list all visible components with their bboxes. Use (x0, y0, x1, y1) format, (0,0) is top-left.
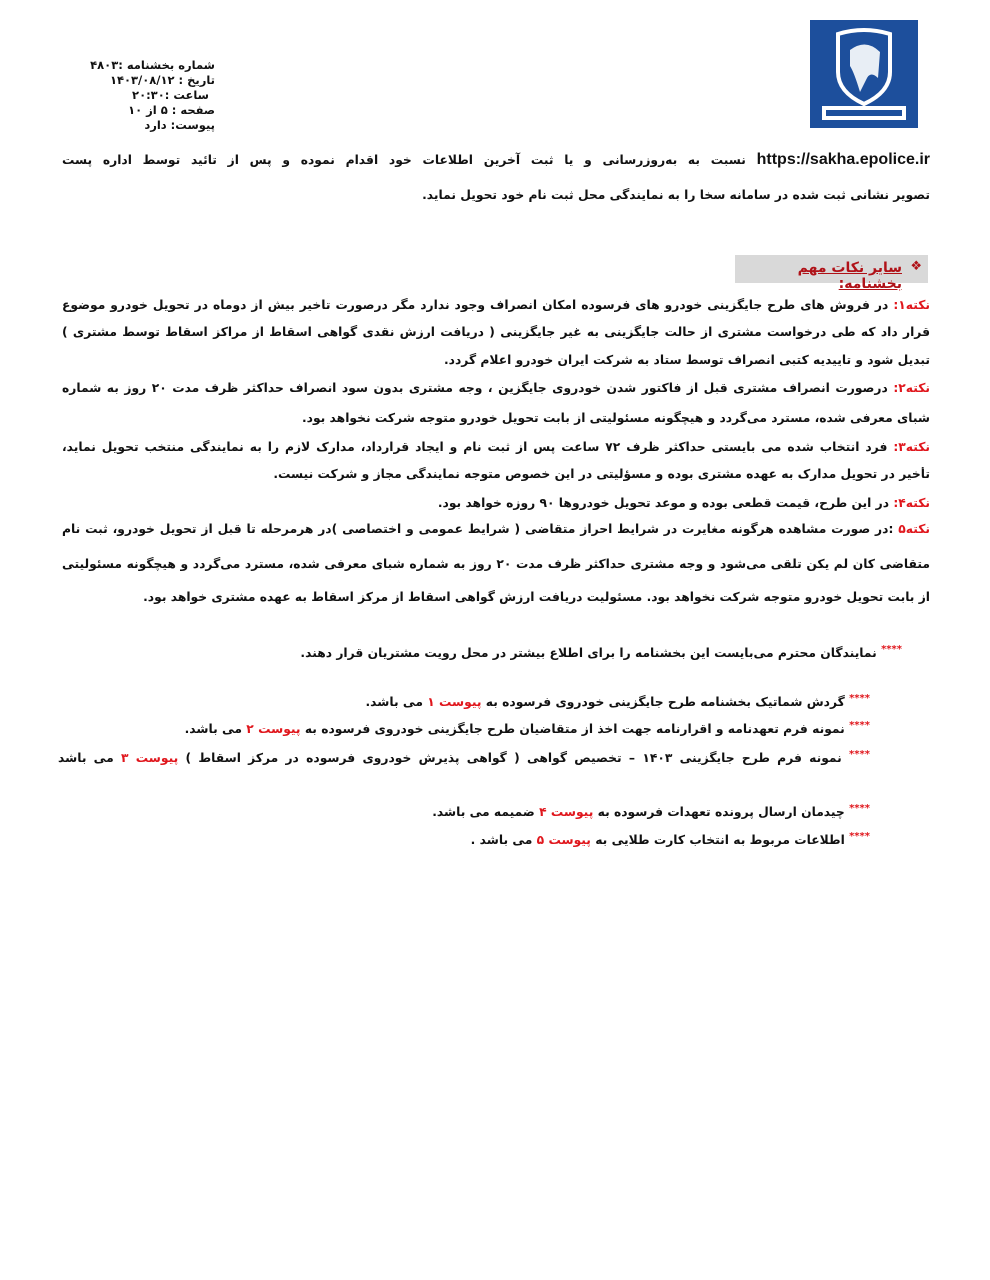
note-4-line-1 (62, 496, 930, 510)
note-3-line-2: تأخیر در تحویل مدارک به عهده مشتری بوده و مسؤلیتی در این خصوص متوجه نمایندگی مجاز و شرکت نیست. (273, 467, 930, 481)
attachment-ref: پیوست ۲ (246, 722, 301, 737)
attachment-text: می باشد. (184, 722, 247, 737)
note-5-line-1 (62, 522, 930, 536)
note-1-line-2: قرار داد که طی درخواست مشتری از حالت جایگزینی به غیر جایگزینی ( دریافت ارزش نقدی گواهی اسقاط از مراکز اسقاط توسط مشتری ) (62, 325, 930, 339)
representatives-note (62, 644, 902, 660)
section-header (735, 255, 928, 292)
attachment-text: نمونه فرم طرح جایگزینی ۱۴۰۳ – تخصیص گواهی ( گواهی پذیرش خودروی فرسوده در مرکز اسقاط ) (178, 751, 850, 766)
circular-date: تاریخ : ۱۴۰۳/۰۸/۱۲ (109, 73, 215, 87)
note-text: درصورت انصراف مشتری قبل از فاکتور شدن خودروی جایگزین ، وجه مشتری بدون سود انصراف حداکثر ظرف مدت ۲۰ روز به شماره (62, 381, 894, 395)
attachment-text: می باشد (58, 751, 121, 766)
circular-time: ساعت :۲۰:۳۰ (132, 88, 209, 102)
attachment-text: اطلاعات مربوط به انتخاب کارت طلایی به (590, 833, 850, 848)
stars-marker: **** (849, 693, 870, 704)
stars-marker: **** (881, 644, 902, 655)
iran-khodro-logo (810, 20, 918, 128)
attachment-status: پیوست: دارد (144, 118, 215, 132)
intro-line-1 (62, 151, 930, 169)
note-text: در این طرح، قیمت قطعی بوده و موعد تحویل خودروها ۹۰ روزه خواهد بود. (437, 496, 894, 510)
stars-marker: **** (849, 803, 870, 814)
attachment-ref: پیوست ۳ (121, 751, 179, 766)
note-text: نمایندگان محترم می‌بایست این بخشنامه را برای اطلاع بیشتر در محل رویت مشتریان قرار دهند. (300, 646, 882, 661)
attachment-2 (40, 720, 870, 736)
note-3-line-1 (62, 440, 930, 454)
note-2-line-2: شبای معرفی شده، مسترد می‌گردد و هیچگونه مسئولیتی از بابت تحویل خودرو متوجه شرکت نخواهد بود. (301, 411, 930, 425)
attachment-ref: پیوست ۴ (539, 805, 594, 820)
attachment-3 (58, 749, 870, 765)
stars-marker: **** (849, 720, 870, 731)
page-number: صفحه : ۵ از ۱۰ (128, 103, 215, 117)
attachment-text: نمونه فرم تعهدنامه و اقرارنامه جهت اخذ از متقاضیان طرح جایگزینی خودروی فرسوده به (300, 722, 850, 737)
attachment-ref: پیوست ۱ (427, 695, 482, 710)
diamond-bullet-icon: ❖ (910, 259, 922, 274)
intro-line-2: تصویر نشانی ثبت شده در سامانه سخا را به نمایندگی محل ثبت نام خود تحویل نماید. (422, 188, 930, 202)
attachment-text: چیدمان ارسال پرونده تعهدات فرسوده به (593, 805, 850, 820)
note-label: نکته۳: (893, 440, 930, 454)
attachment-1 (40, 693, 870, 709)
attachment-5 (40, 831, 870, 847)
attachment-text: می باشد . (470, 833, 537, 848)
attachment-text: گردش شماتیک بخشنامه طرح جایگزینی خودروی فرسوده به (481, 695, 850, 710)
circular-meta (70, 58, 215, 133)
attachment-4 (40, 803, 870, 819)
section-title: سایر نکات مهم بخشنامه: (797, 260, 902, 292)
stars-marker: **** (849, 831, 870, 842)
note-label: نکته۴: (893, 496, 930, 510)
note-5-line-3: از بابت تحویل خودرو متوجه شرکت نخواهد بود. مسئولیت دریافت ارزش گواهی اسقاط از مرکز اسقاط به عهده مشتری خواهد بود. (143, 590, 930, 604)
note-text: در فروش های طرح جایگزینی خودرو های فرسوده امکان انصراف وجود ندارد مگر درصورت تاخیر بیش از دوماه در تحویل خودرو موضوع (62, 298, 894, 312)
note-text: فرد انتخاب شده می بایستی حداکثر ظرف ۷۲ ساعت پس از ثبت نام و ایجاد قرارداد، مدارک لازم را به نمایندگی منتخب تحویل نماید، (62, 440, 894, 454)
note-text: :در صورت مشاهده هرگونه مغایرت در شرایط احراز متقاضی ( شرایط عمومی و اختصاصی )در هرمرحله تا قبل از تحویل خودرو، ثبت نام (62, 522, 899, 536)
note-label: نکته۵ (898, 522, 930, 536)
note-label: نکته۲: (893, 381, 930, 395)
intro-text: نسبت به به‌روزرسانی و یا ثبت آخرین اطلاعات خود اقدام نموده و پس از تائید توسط اداره پست (62, 153, 757, 167)
attachment-text: می باشد. (365, 695, 428, 710)
note-1-line-3: تبدیل شود و تاییدیه کتبی انصراف توسط ستاد به شرکت ایران خودرو اعلام گردد. (444, 353, 930, 367)
attachment-ref: پیوست ۵ (536, 833, 591, 848)
circular-number: شماره بخشنامه :۴۸۰۳ (90, 58, 215, 72)
stars-marker: **** (849, 749, 870, 760)
note-1-line-1 (62, 298, 930, 312)
note-label: نکته۱: (893, 298, 930, 312)
attachment-text: ضمیمه می باشد. (432, 805, 540, 820)
note-2-line-1 (62, 381, 930, 395)
note-5-line-2: متقاضی کان لم یکن تلقی می‌شود و وجه مشتری حداکثر ظرف مدت ۲۰ روز به شماره شبای معرفی شده، مسترد می‌گردد و هیچگونه مسئولیتی (62, 557, 930, 571)
sakha-link[interactable]: https://sakha.epolice.ir (756, 151, 930, 168)
